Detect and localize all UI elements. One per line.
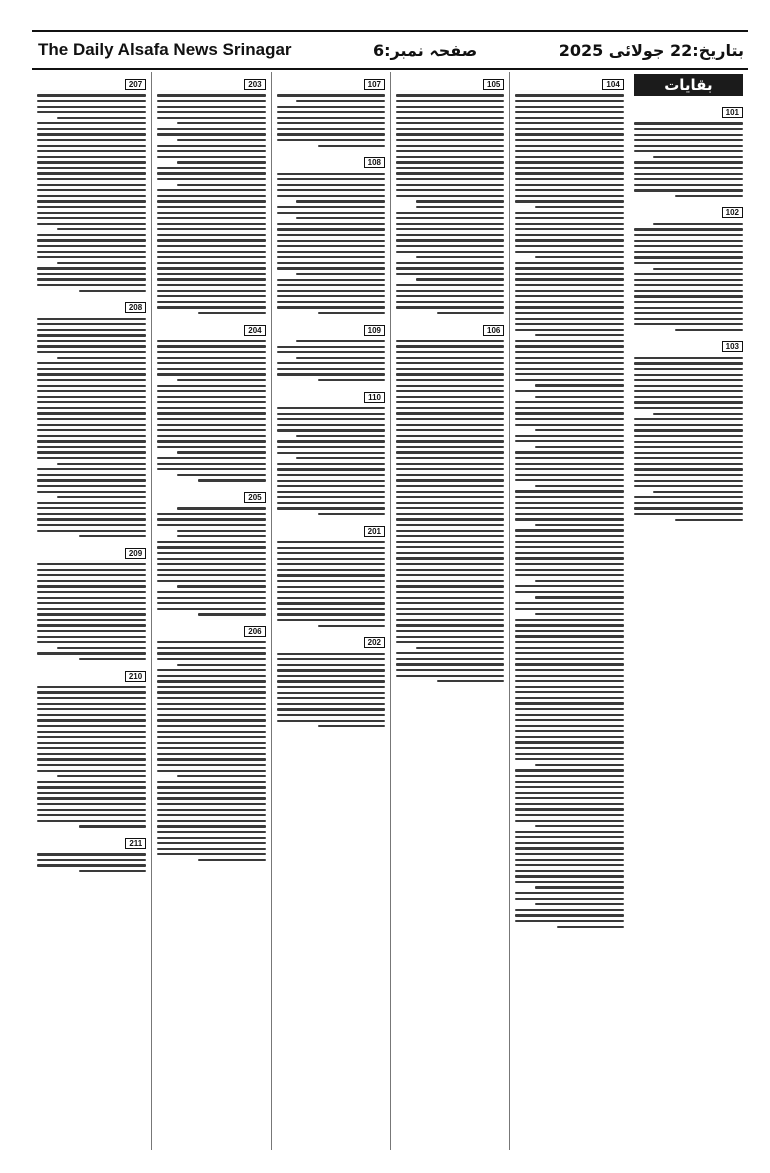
paper-name: The Daily Alsafa News Srinagar: [38, 40, 292, 59]
article-text-block: [634, 357, 743, 521]
column-4: [271, 72, 390, 1150]
article-text-block: [157, 507, 265, 615]
item-number: 102: [722, 207, 743, 218]
item-number: 202: [364, 637, 385, 648]
article-text-block: [157, 340, 265, 482]
item-number: 109: [364, 325, 385, 336]
article-text-block: [277, 340, 385, 381]
item-number: 209: [125, 548, 146, 559]
item-number: 210: [125, 671, 146, 682]
article-text-block: [157, 641, 265, 861]
article-text-block: [277, 94, 385, 146]
section-heading: بقایات: [634, 74, 743, 96]
item-number: 106: [483, 325, 504, 336]
article-text-block: [37, 318, 146, 538]
article-text-block: [277, 173, 385, 315]
column-1: [629, 72, 748, 1150]
item-number: 103: [722, 341, 743, 352]
item-number: 107: [364, 79, 385, 90]
item-number: 206: [244, 626, 265, 637]
item-number: 110: [364, 392, 385, 403]
article-text-block: [277, 541, 385, 627]
article-text-block: [634, 122, 743, 197]
item-number: 211: [125, 838, 146, 849]
item-number: 101: [722, 107, 743, 118]
article-text-block: [37, 853, 146, 872]
item-number: 203: [244, 79, 265, 90]
item-number: 104: [602, 79, 623, 90]
article-text-block: [277, 653, 385, 728]
article-text-block: [37, 563, 146, 660]
article-text-block: [396, 340, 504, 682]
article-text-block: [157, 94, 265, 314]
column-5: [151, 72, 270, 1150]
column-3: [390, 72, 509, 1150]
article-columns: [32, 72, 748, 1150]
item-number: 208: [125, 302, 146, 313]
masthead: [32, 30, 748, 70]
item-number: 108: [364, 157, 385, 168]
item-number: 204: [244, 325, 265, 336]
item-number: 105: [483, 79, 504, 90]
newspaper-page: [32, 30, 748, 1150]
article-text-block: [515, 94, 623, 927]
column-2: [509, 72, 628, 1150]
article-text-block: [37, 686, 146, 828]
article-text-block: [37, 94, 146, 291]
item-number: 201: [364, 526, 385, 537]
item-number: 205: [244, 492, 265, 503]
item-number: 207: [125, 79, 146, 90]
article-text-block: [634, 223, 743, 331]
issue-date: بتاریخ:22 جولائی 2025: [558, 40, 744, 60]
article-text-block: [277, 407, 385, 515]
column-6: [32, 72, 151, 1150]
article-text-block: [396, 94, 504, 314]
page-number: صفحہ نمبر:6: [373, 40, 478, 60]
